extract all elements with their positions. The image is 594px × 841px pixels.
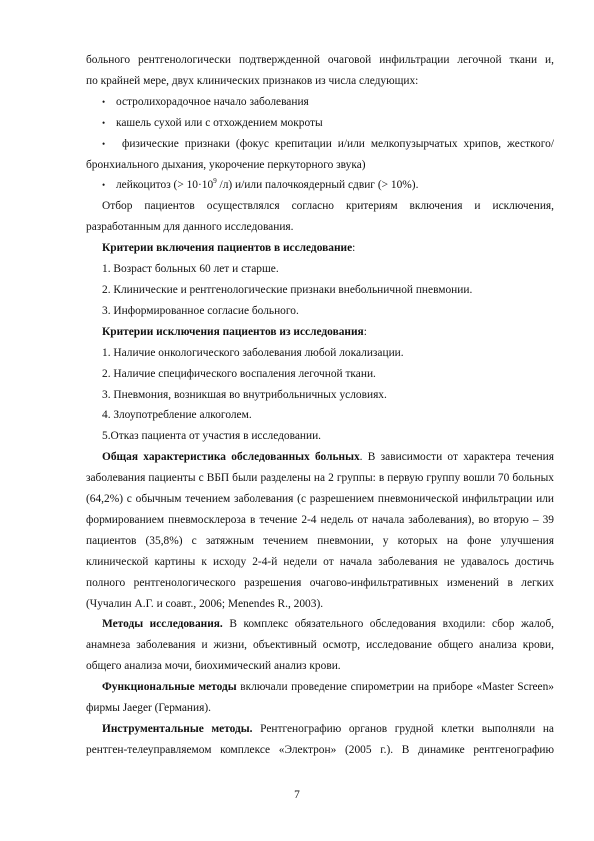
exclusion-item: 5.Отказ пациента от участия в исследовании. (102, 430, 322, 443)
intro-line-1: больного рентгенологически подтвержденной очаговой инфильтрации легочной ткани и, (86, 54, 554, 66)
criteria-bullet (86, 92, 554, 113)
exclusion-item: 1. Наличие онкологического заболевания любой локализации. (102, 346, 404, 359)
bullet-icon: • (102, 117, 106, 128)
bullet-icon: • (102, 96, 106, 107)
functional-methods-paragraph: Функциональные методы включали проведение спирометрии на приборе «Master Screen» фирмы Jaeger (Германия). (86, 681, 554, 715)
general-characteristics-paragraph: Общая характеристика обследованных больных. В зависимости от характера течения заболевания пациенты с ВБП были разделены на 2 группы: в первую группу вошли 70 больных (64,2%) с обычным течением заболевания (с разрешением пневмонической инфильтрации или формированием пневмосклероза в течение 2-4 недель от начала заболевания), во вторую – 39 пациентов (35,8%) с затяжным течением пневмонии, у которых на фоне улучшения клинической картины к исходу 2-4-й недели от начала заболевания не удавалось достичь полного рентгенологического разрешения очагово-инфильтративных изменений в легких (Чучалин А.Г. и соавт., 2006; Menendes R., 2003). (86, 451, 554, 610)
general-characteristics-heading: Общая характеристика обследованных больных (102, 451, 360, 464)
bullet-icon: • (102, 138, 106, 149)
body-text (86, 50, 554, 761)
inclusion-item: 3. Информированное согласие больного. (102, 304, 299, 317)
methods-heading: Методы исследования. (102, 618, 223, 631)
instrumental-methods-heading: Инструментальные методы. (102, 723, 253, 735)
bullet-text: лейкоцитоз (> $10\cdot 10^9$ /л) и/или палочкоядерный сдвиг (> 10%). (116, 177, 419, 192)
bullet-icon: • (102, 180, 106, 191)
exclusion-heading: Критерии исключения пациентов из исследования: (102, 325, 367, 338)
criteria-bullet (86, 113, 554, 134)
bullet-text: остролихорадочное начало заболевания (116, 95, 309, 108)
intro-line-2: по крайней мере, двух клинических признаков из числа следующих: (86, 74, 419, 87)
inclusion-item: 2. Клинические и рентгенологические признаки внебольничной пневмонии. (102, 283, 473, 296)
exclusion-item: 3. Пневмония, возникшая во внутрибольничных условиях. (102, 388, 387, 401)
exclusion-item: 4. Злоупотребление алкоголем. (102, 409, 252, 422)
inclusion-item: 1. Возраст больных 60 лет и старше. (102, 263, 279, 276)
bullet-text: физические признаки (фокус крепитации и/или мелкопузырчатых хрипов, жесткого/бронхиального дыхания, укорочение перкуторного звука) (86, 137, 554, 171)
methods-paragraph: Методы исследования. В комплекс обязательного обследования входили: сбор жалоб, анамнеза заболевания и жизни, объективный осмотр, исследование общего анализа крови, общего анализа мочи, биохимический анализ крови. (86, 618, 555, 673)
selection-paragraph: Отбор пациентов осуществлялся согласно критериям включения и исключения, разработанным для данного исследования. (86, 200, 554, 234)
instrumental-methods-paragraph: Инструментальные методы. Рентгенографию органов грудной клетки выполняли на рентген-телеуправляемом комплексе «Электрон» (2005 г.). В динамике рентгенографию (86, 723, 554, 756)
bullet-text: кашель сухой или с отхождением мокроты (116, 116, 323, 129)
exclusion-item: 2. Наличие специфического воспаления легочной ткани. (102, 367, 376, 380)
functional-methods-heading: Функциональные методы (102, 681, 237, 694)
inclusion-heading: Критерии включения пациентов в исследование: (102, 242, 356, 255)
criteria-bullet (86, 175, 554, 196)
exponent: 9 (213, 177, 217, 186)
page-number: 7 (294, 789, 300, 801)
criteria-bullet (86, 134, 554, 176)
